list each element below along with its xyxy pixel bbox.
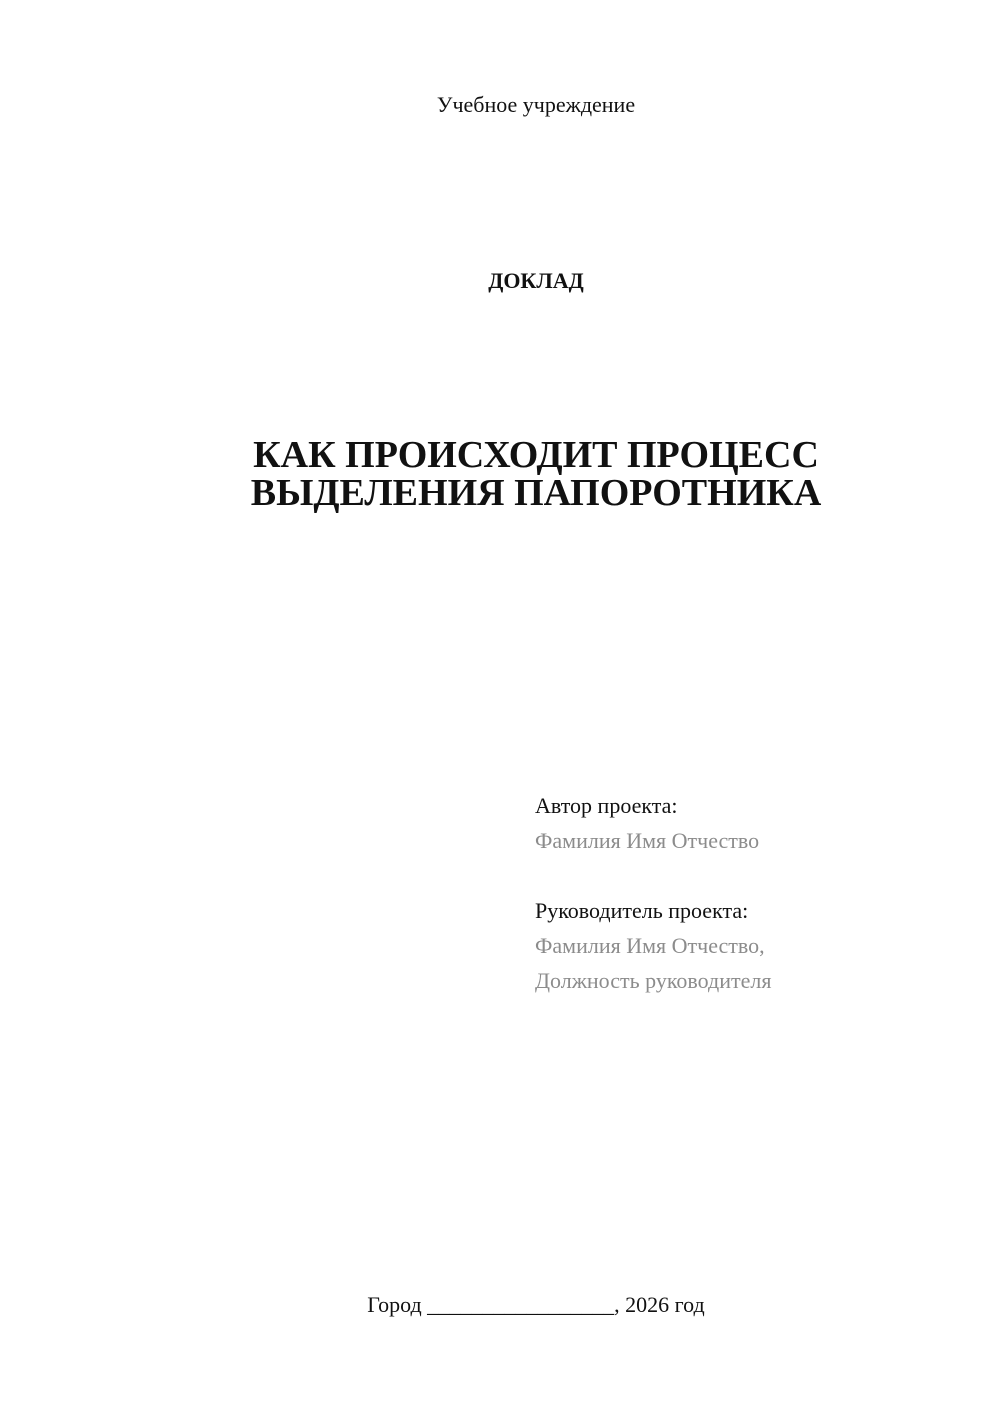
institution-name: Учебное учреждение [436,92,636,117]
city-year-line: Город _________________, 2026 год [367,1292,705,1317]
credits-spacer [535,858,975,893]
supervisor-label: Руководитель проекта: [535,898,749,923]
credits-block [535,788,975,998]
supervisor-position: Должность руководителя [535,968,772,993]
author-name: Фамилия Имя Отчество [535,828,760,853]
title-line-2: ВЫДЕЛЕНИЯ ПАПОРОТНИКА [250,472,822,514]
document-type: ДОКЛАД [488,268,584,293]
author-label: Автор проекта: [535,793,678,818]
document-title [0,436,1000,512]
title-line-1: КАК ПРОИСХОДИТ ПРОЦЕСС [253,434,819,476]
supervisor-name: Фамилия Имя Отчество, [535,933,765,958]
